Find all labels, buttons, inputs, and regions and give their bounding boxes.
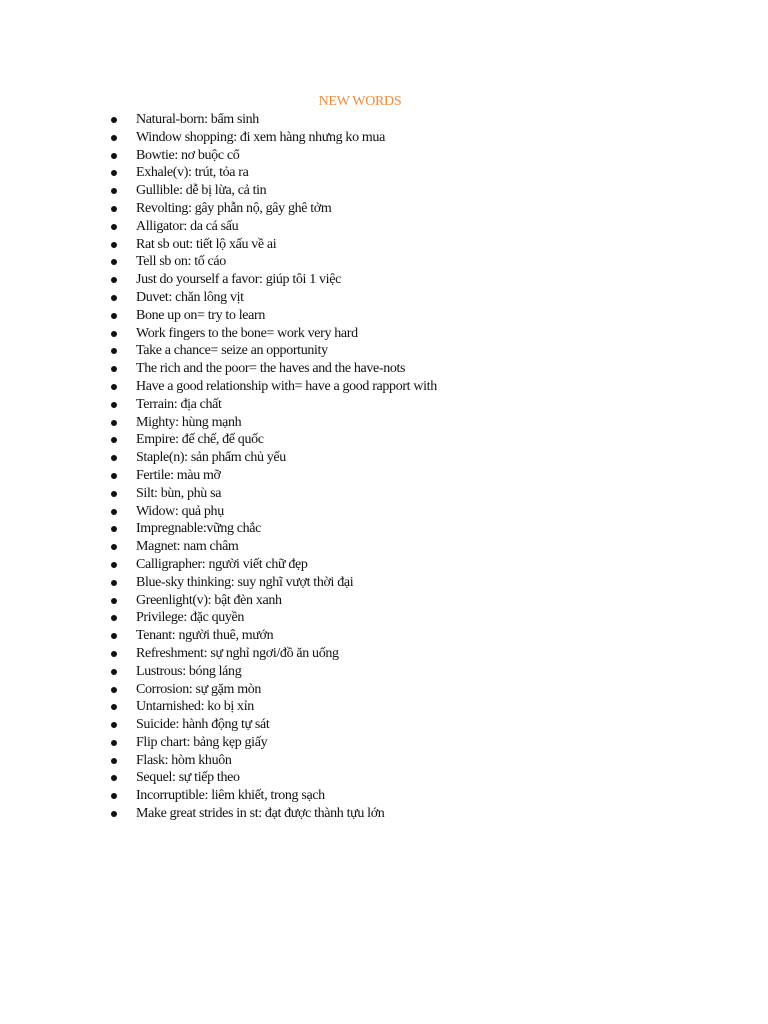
vocabulary-entry: Flip chart: bảng kẹp giấy	[136, 734, 268, 750]
vocabulary-entry: Magnet: nam châm	[136, 539, 239, 555]
bullet-icon	[111, 704, 117, 710]
vocabulary-entry: Exhale(v): trút, tỏa ra	[136, 165, 249, 181]
bullet-icon	[111, 420, 117, 426]
bullet-icon	[111, 740, 117, 746]
vocabulary-entry: Untarnished: ko bị xỉn	[136, 699, 254, 715]
vocabulary-entry: Flask: hòm khuôn	[136, 752, 232, 768]
bullet-icon	[111, 758, 117, 764]
bullet-icon	[111, 295, 117, 301]
bullet-icon	[111, 117, 117, 123]
vocabulary-entry: Impregnable:vững chắc	[136, 521, 262, 537]
vocabulary-entry: The rich and the poor= the haves and the have-nots	[136, 361, 406, 377]
bullet-icon	[111, 455, 117, 461]
bullet-icon	[111, 669, 117, 675]
bullet-icon	[111, 491, 117, 497]
vocabulary-entry: Incorruptible: liêm khiết, trong sạch	[136, 788, 325, 804]
vocabulary-entry: Just do yourself a favor: giúp tôi 1 việc	[136, 272, 341, 288]
bullet-icon	[111, 687, 117, 693]
bullet-icon	[111, 242, 117, 248]
bullet-icon	[111, 135, 117, 141]
document-title: NEW WORDS	[318, 94, 402, 109]
vocabulary-entry: Window shopping: đi xem hàng nhưng ko mua	[136, 129, 385, 145]
vocabulary-entry: Refreshment: sự nghỉ ngơi/đồ ăn uống	[136, 645, 339, 661]
bullet-icon	[111, 633, 117, 639]
vocabulary-entry: Rat sb out: tiết lộ xấu về ai	[136, 236, 277, 252]
vocabulary-entry: Alligator: da cá sấu	[136, 218, 239, 234]
bullet-icon	[111, 348, 117, 354]
vocabulary-entry: Fertile: màu mỡ	[136, 467, 221, 483]
vocabulary-entry: Have a good relationship with= have a good rapport with	[136, 378, 437, 394]
vocabulary-entry: Corrosion: sự gặm mòn	[136, 681, 262, 697]
bullet-icon	[111, 598, 117, 604]
bullet-icon	[111, 402, 117, 408]
bullet-icon	[111, 384, 117, 390]
bullet-icon	[111, 170, 117, 176]
bullet-icon	[111, 562, 117, 568]
vocabulary-entry: Calligrapher: người viết chữ đẹp	[136, 556, 308, 572]
vocabulary-entry: Blue-sky thinking: suy nghĩ vượt thời đại	[136, 574, 354, 590]
bullet-icon	[111, 526, 117, 532]
bullet-icon	[111, 259, 117, 265]
vocabulary-entry: Revolting: gây phẫn nộ, gây ghê tởm	[136, 200, 332, 216]
bullet-icon	[111, 544, 117, 550]
bullet-icon	[111, 366, 117, 372]
vocabulary-entry: Privilege: đặc quyền	[136, 610, 245, 626]
vocabulary-entry: Widow: quả phụ	[136, 503, 224, 519]
vocabulary-entry: Mighty: hùng mạnh	[136, 414, 242, 430]
vocabulary-entry: Duvet: chăn lông vịt	[136, 289, 244, 305]
bullet-icon	[111, 153, 117, 159]
bullet-icon	[111, 331, 117, 337]
vocabulary-entry: Greenlight(v): bật đèn xanh	[136, 592, 282, 608]
vocabulary-entry: Bone up on= try to learn	[136, 307, 265, 323]
vocabulary-entry: Suicide: hành động tự sát	[136, 717, 270, 733]
bullet-icon	[111, 722, 117, 728]
vocabulary-entry: Lustrous: bóng láng	[136, 663, 242, 679]
vocabulary-entry: Sequel: sự tiếp theo	[136, 770, 240, 786]
bullet-icon	[111, 437, 117, 443]
bullet-icon	[111, 277, 117, 283]
bullet-icon	[111, 224, 117, 230]
vocabulary-entry: Gullible: dễ bị lừa, cả tin	[136, 183, 267, 199]
vocabulary-entry: Staple(n): sản phẩm chủ yếu	[136, 450, 286, 466]
vocabulary-entry: Bowtie: nơ buộc cổ	[136, 147, 240, 163]
bullet-icon	[111, 580, 117, 586]
bullet-icon	[111, 473, 117, 479]
bullet-icon	[111, 615, 117, 621]
bullet-icon	[111, 313, 117, 319]
bullet-icon	[111, 793, 117, 799]
bullet-icon	[111, 775, 117, 781]
vocabulary-entry: Terrain: địa chất	[136, 396, 222, 412]
bullet-icon	[111, 206, 117, 212]
vocabulary-entry: Empire: đế chế, đế quốc	[136, 432, 264, 448]
vocabulary-entry: Work fingers to the bone= work very hard	[136, 325, 358, 341]
bullet-icon	[111, 188, 117, 194]
vocabulary-entry: Tell sb on: tố cáo	[136, 254, 226, 270]
vocabulary-entry: Take a chance= seize an opportunity	[136, 343, 328, 359]
vocabulary-entry: Silt: bùn, phù sa	[136, 485, 222, 501]
bullet-icon	[111, 509, 117, 515]
bullet-icon	[111, 811, 117, 817]
vocabulary-entry: Natural-born: bẩm sinh	[136, 112, 259, 127]
bullet-icon	[111, 651, 117, 657]
vocabulary-entry: Tenant: người thuê, mướn	[136, 628, 274, 644]
vocabulary-entry: Make great strides in st: đạt được thành tựu lớn	[136, 806, 385, 822]
